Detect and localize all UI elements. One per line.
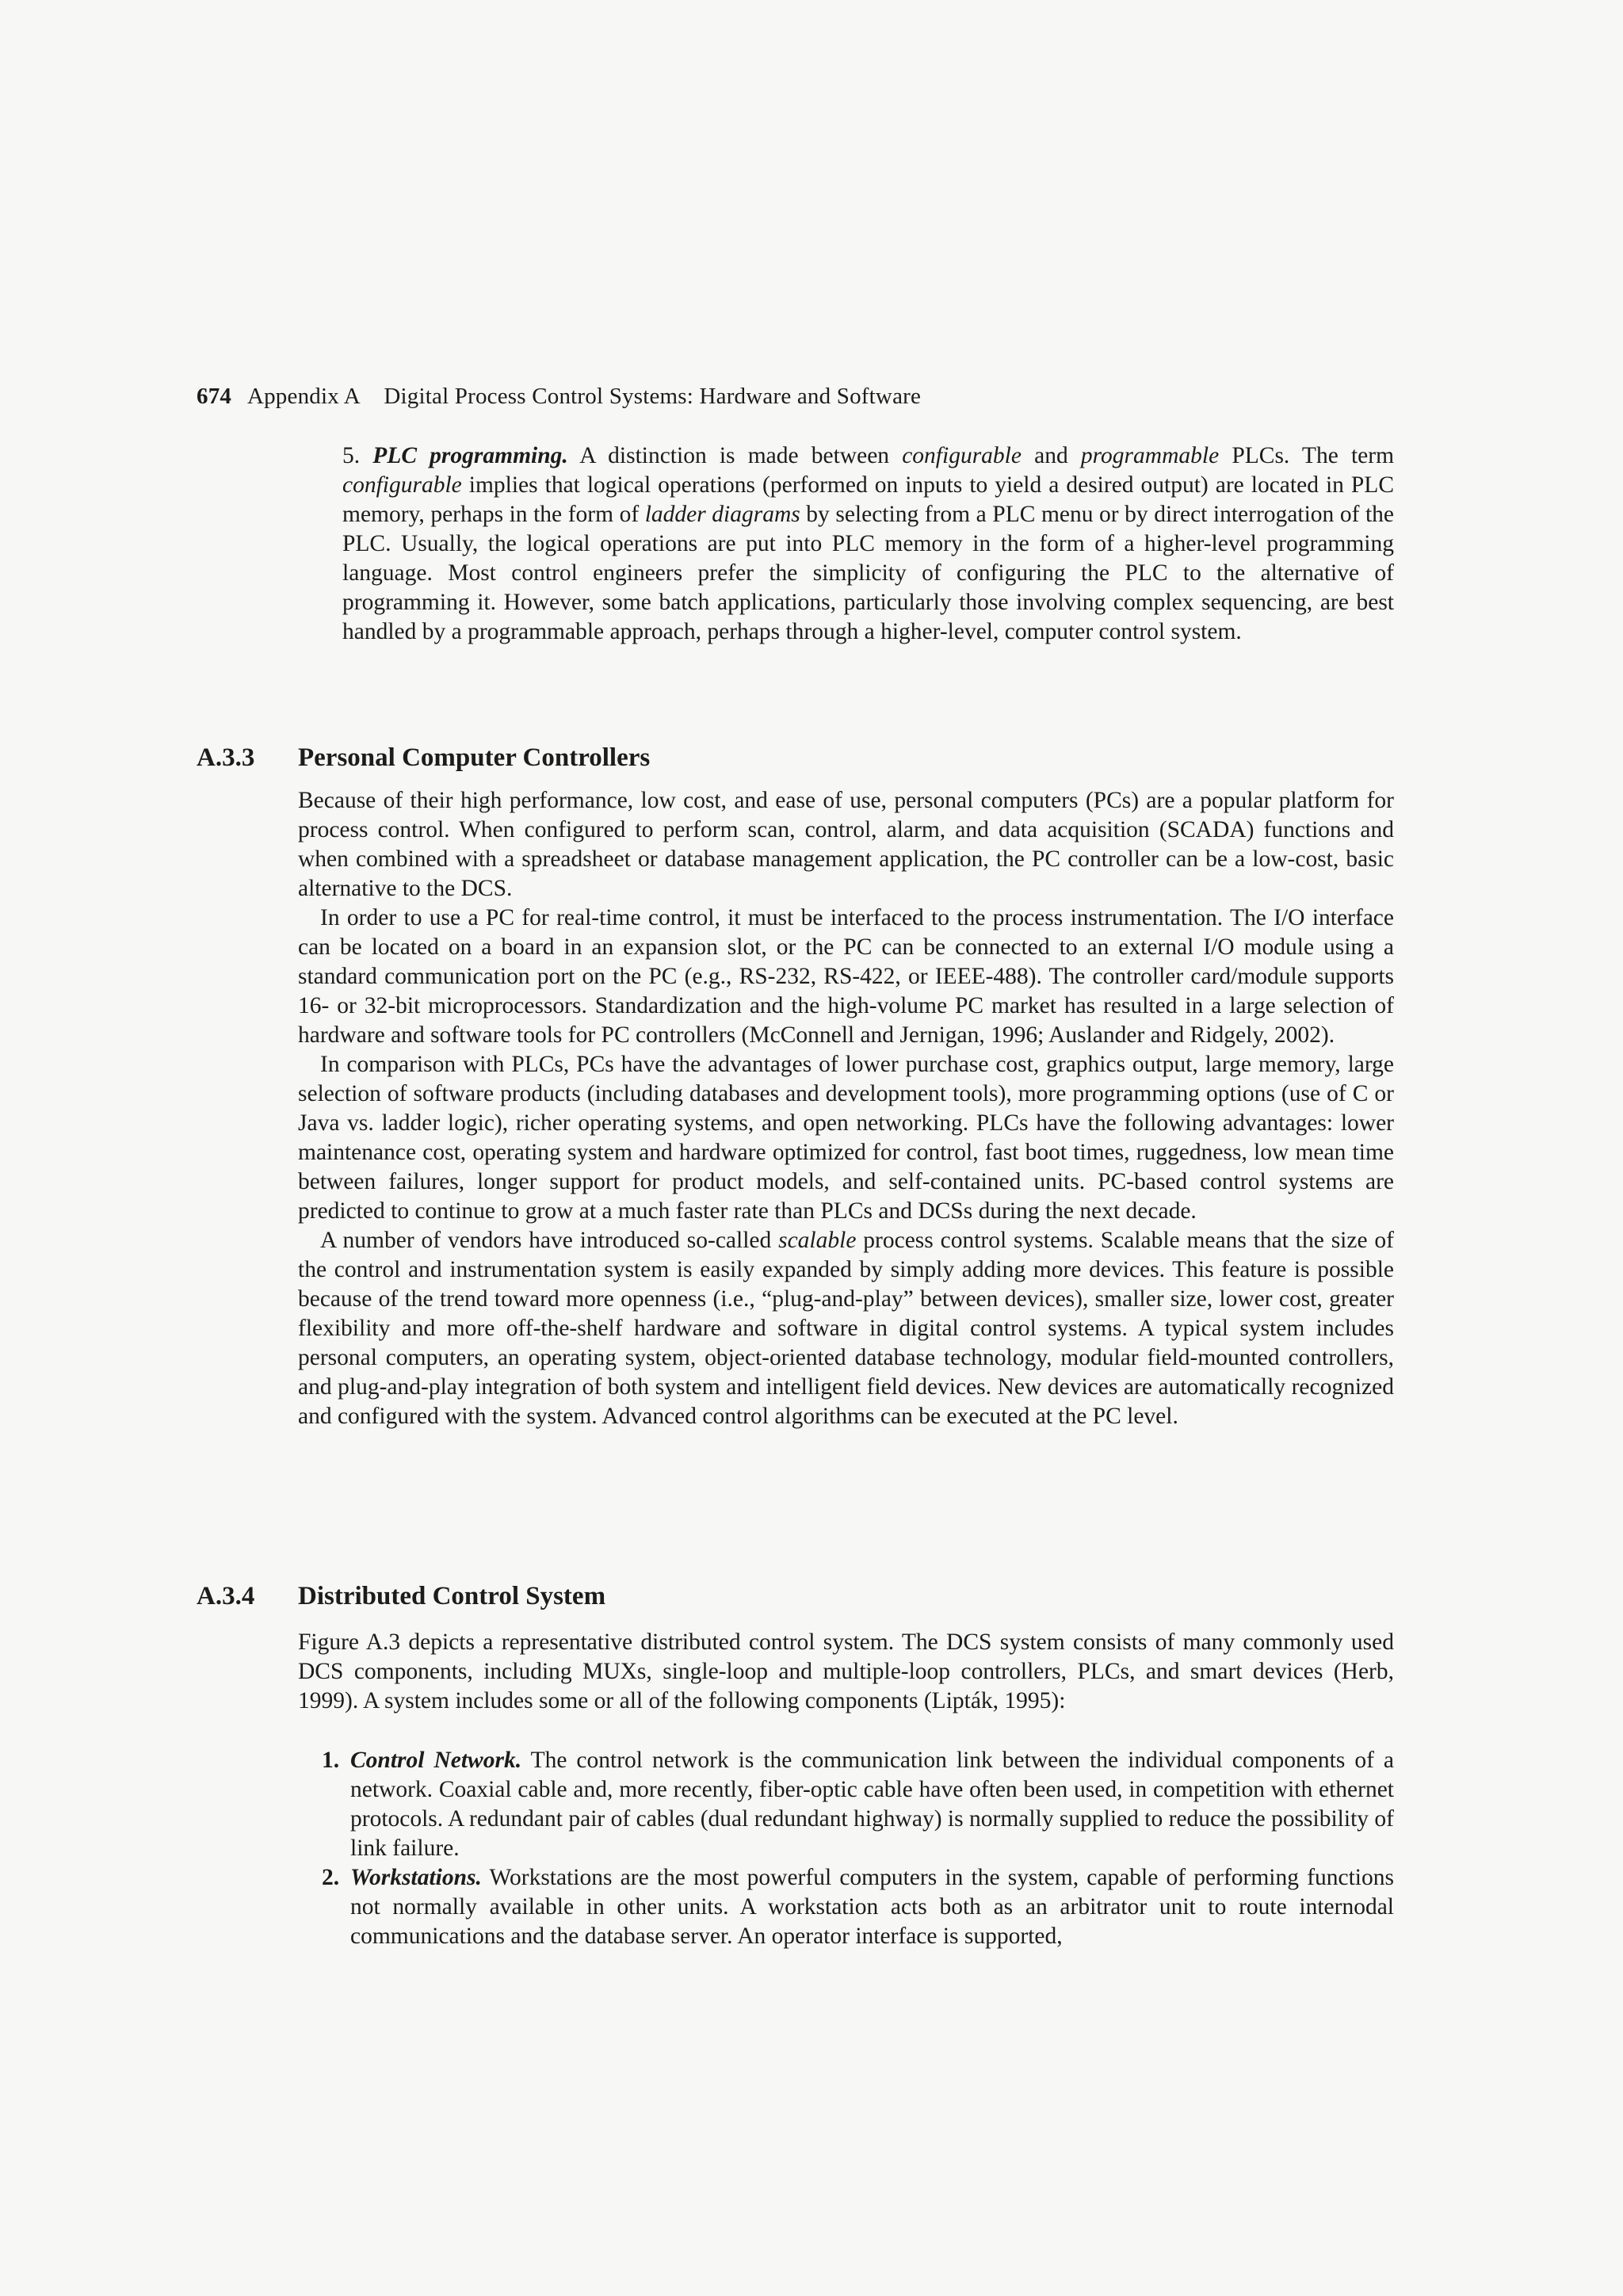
list-item xyxy=(342,441,1394,647)
item-text: and xyxy=(1021,443,1081,468)
emphasis: ladder diagrams xyxy=(644,502,800,527)
list-item xyxy=(322,1746,1394,1863)
list-item xyxy=(322,1863,1394,1951)
section-title: Distributed Control System xyxy=(298,1582,606,1610)
item-text: A distinction is made between xyxy=(567,443,903,468)
dcs-components-list xyxy=(322,1746,1394,1951)
paragraph: In comparison with PLCs, PCs have the advantages of lower purchase cost, graphics output, large memory, large selection of software products (including databases and development tools), more programming options (use of C or Java vs. ladder logic), richer operating systems, and open networking. PLCs have the following advantages: lower maintenance cost, operating system and hardware optimized for control, fast boot times, ruggedness, low mean time between failures, longer support for product models, and self-contained units. PC-based control systems are predicted to continue to grow at a much faster rate than PLCs and DCSs during the next decade. xyxy=(298,1052,1394,1224)
paragraph xyxy=(298,1226,1394,1431)
item-number: 2. xyxy=(322,1865,340,1890)
section-heading-a34 xyxy=(197,1582,605,1611)
item-term: PLC programming. xyxy=(372,443,568,468)
item-number: 5. xyxy=(342,443,361,468)
running-header xyxy=(197,384,921,410)
item-text: by selecting from a PLC menu or by direct interrogation of the PLC. Usually, the logical operations are put into PLC memory in the form of a higher-level programming language. Most control engineers prefer the simplicity of configuring the PLC to the alternative of programming it. However, some batch applications, particularly those involving complex sequencing, are best handled by a programmable approach, perhaps through a higher-level, computer control system. xyxy=(342,502,1394,644)
chapter-title: Digital Process Control Systems: Hardware and Software xyxy=(384,384,922,409)
item-term: Workstations. xyxy=(350,1865,482,1890)
emphasis: configurable xyxy=(342,472,462,498)
paragraph-text: A number of vendors have introduced so-called xyxy=(320,1228,779,1253)
paragraph: Figure A.3 depicts a representative distributed control system. The DCS system consists of many commonly used DCS components, including MUXs, single-loop and multiple-loop controllers, PLCs, and smart devices (Herb, 1999). A system includes some or all of the following components (Lipták, 1995): xyxy=(298,1629,1394,1713)
emphasis: scalable xyxy=(778,1228,857,1253)
item-text: implies that logical operations (performed on inputs to yield a desired output) are located in PLC memory, perhaps in the form of xyxy=(342,472,1394,527)
plc-programming-item xyxy=(342,441,1394,647)
emphasis: programmable xyxy=(1080,443,1220,468)
paragraph: Because of their high performance, low cost, and ease of use, personal computers (PCs) are a popular platform for process control. When configured to perform scan, control, alarm, and data acquisition (SCADA) functions and when combined with a spreadsheet or database management application, the PC controller can be a low-cost, basic alternative to the DCS. xyxy=(298,788,1394,901)
item-text: PLCs. The term xyxy=(1219,443,1395,468)
section-body-a33 xyxy=(298,786,1394,1431)
emphasis: configurable xyxy=(902,443,1022,468)
section-number: A.3.4 xyxy=(197,1582,255,1610)
item-number: 1. xyxy=(322,1748,340,1773)
item-text: Workstations are the most powerful computers in the system, capable of performing functions not normally available in other units. A workstation acts both as an arbitrator unit to route internodal communications and the database server. An operator interface is supported, xyxy=(350,1865,1394,1949)
section-number: A.3.3 xyxy=(197,743,255,772)
paragraph: In order to use a PC for real-time control, it must be interfaced to the process instrumentation. The I/O interface can be located on a board in an expansion slot, or the PC can be connected to an external I/O module using a standard communication port on the PC (e.g., RS-232, RS-422, or IEEE-488). The controller card/module supports 16- or 32-bit microprocessors. Standardization and the high-volume PC market has resulted in a large selection of hardware and software tools for PC controllers (McConnell and Jernigan, 1996; Auslander and Ridgely, 2002). xyxy=(298,905,1394,1048)
section-heading-a33 xyxy=(197,743,650,773)
item-term: Control Network. xyxy=(350,1748,522,1773)
section-body-a34 xyxy=(298,1628,1394,1716)
item-text: The control network is the communication link between the individual components of a network. Coaxial cable and, more recently, fiber-optic cable have often been used, in competition with ethernet protocols. A redundant pair of cables (dual redundant highway) is normally supplied to reduce the possibility of link failure. xyxy=(350,1748,1394,1861)
page-number: 674 xyxy=(197,384,232,409)
section-title: Personal Computer Controllers xyxy=(298,743,651,772)
paragraph-text: process control systems. Scalable means that the size of the control and instrumentation system is easily expanded by simply adding more devices. This feature is possible because of the trend toward more openness (i.e., “plug-and-play” between devices), smaller size, lower cost, greater flexibility and more off-the-shelf hardware and software in digital control systems. A typical system includes personal computers, an operating system, object-oriented database technology, modular field-mounted controllers, and plug-and-play integration of both system and intelligent field devices. New devices are automatically recognized and configured with the system. Advanced control algorithms can be executed at the PC level. xyxy=(298,1228,1394,1429)
appendix-label: Appendix A xyxy=(246,384,361,409)
